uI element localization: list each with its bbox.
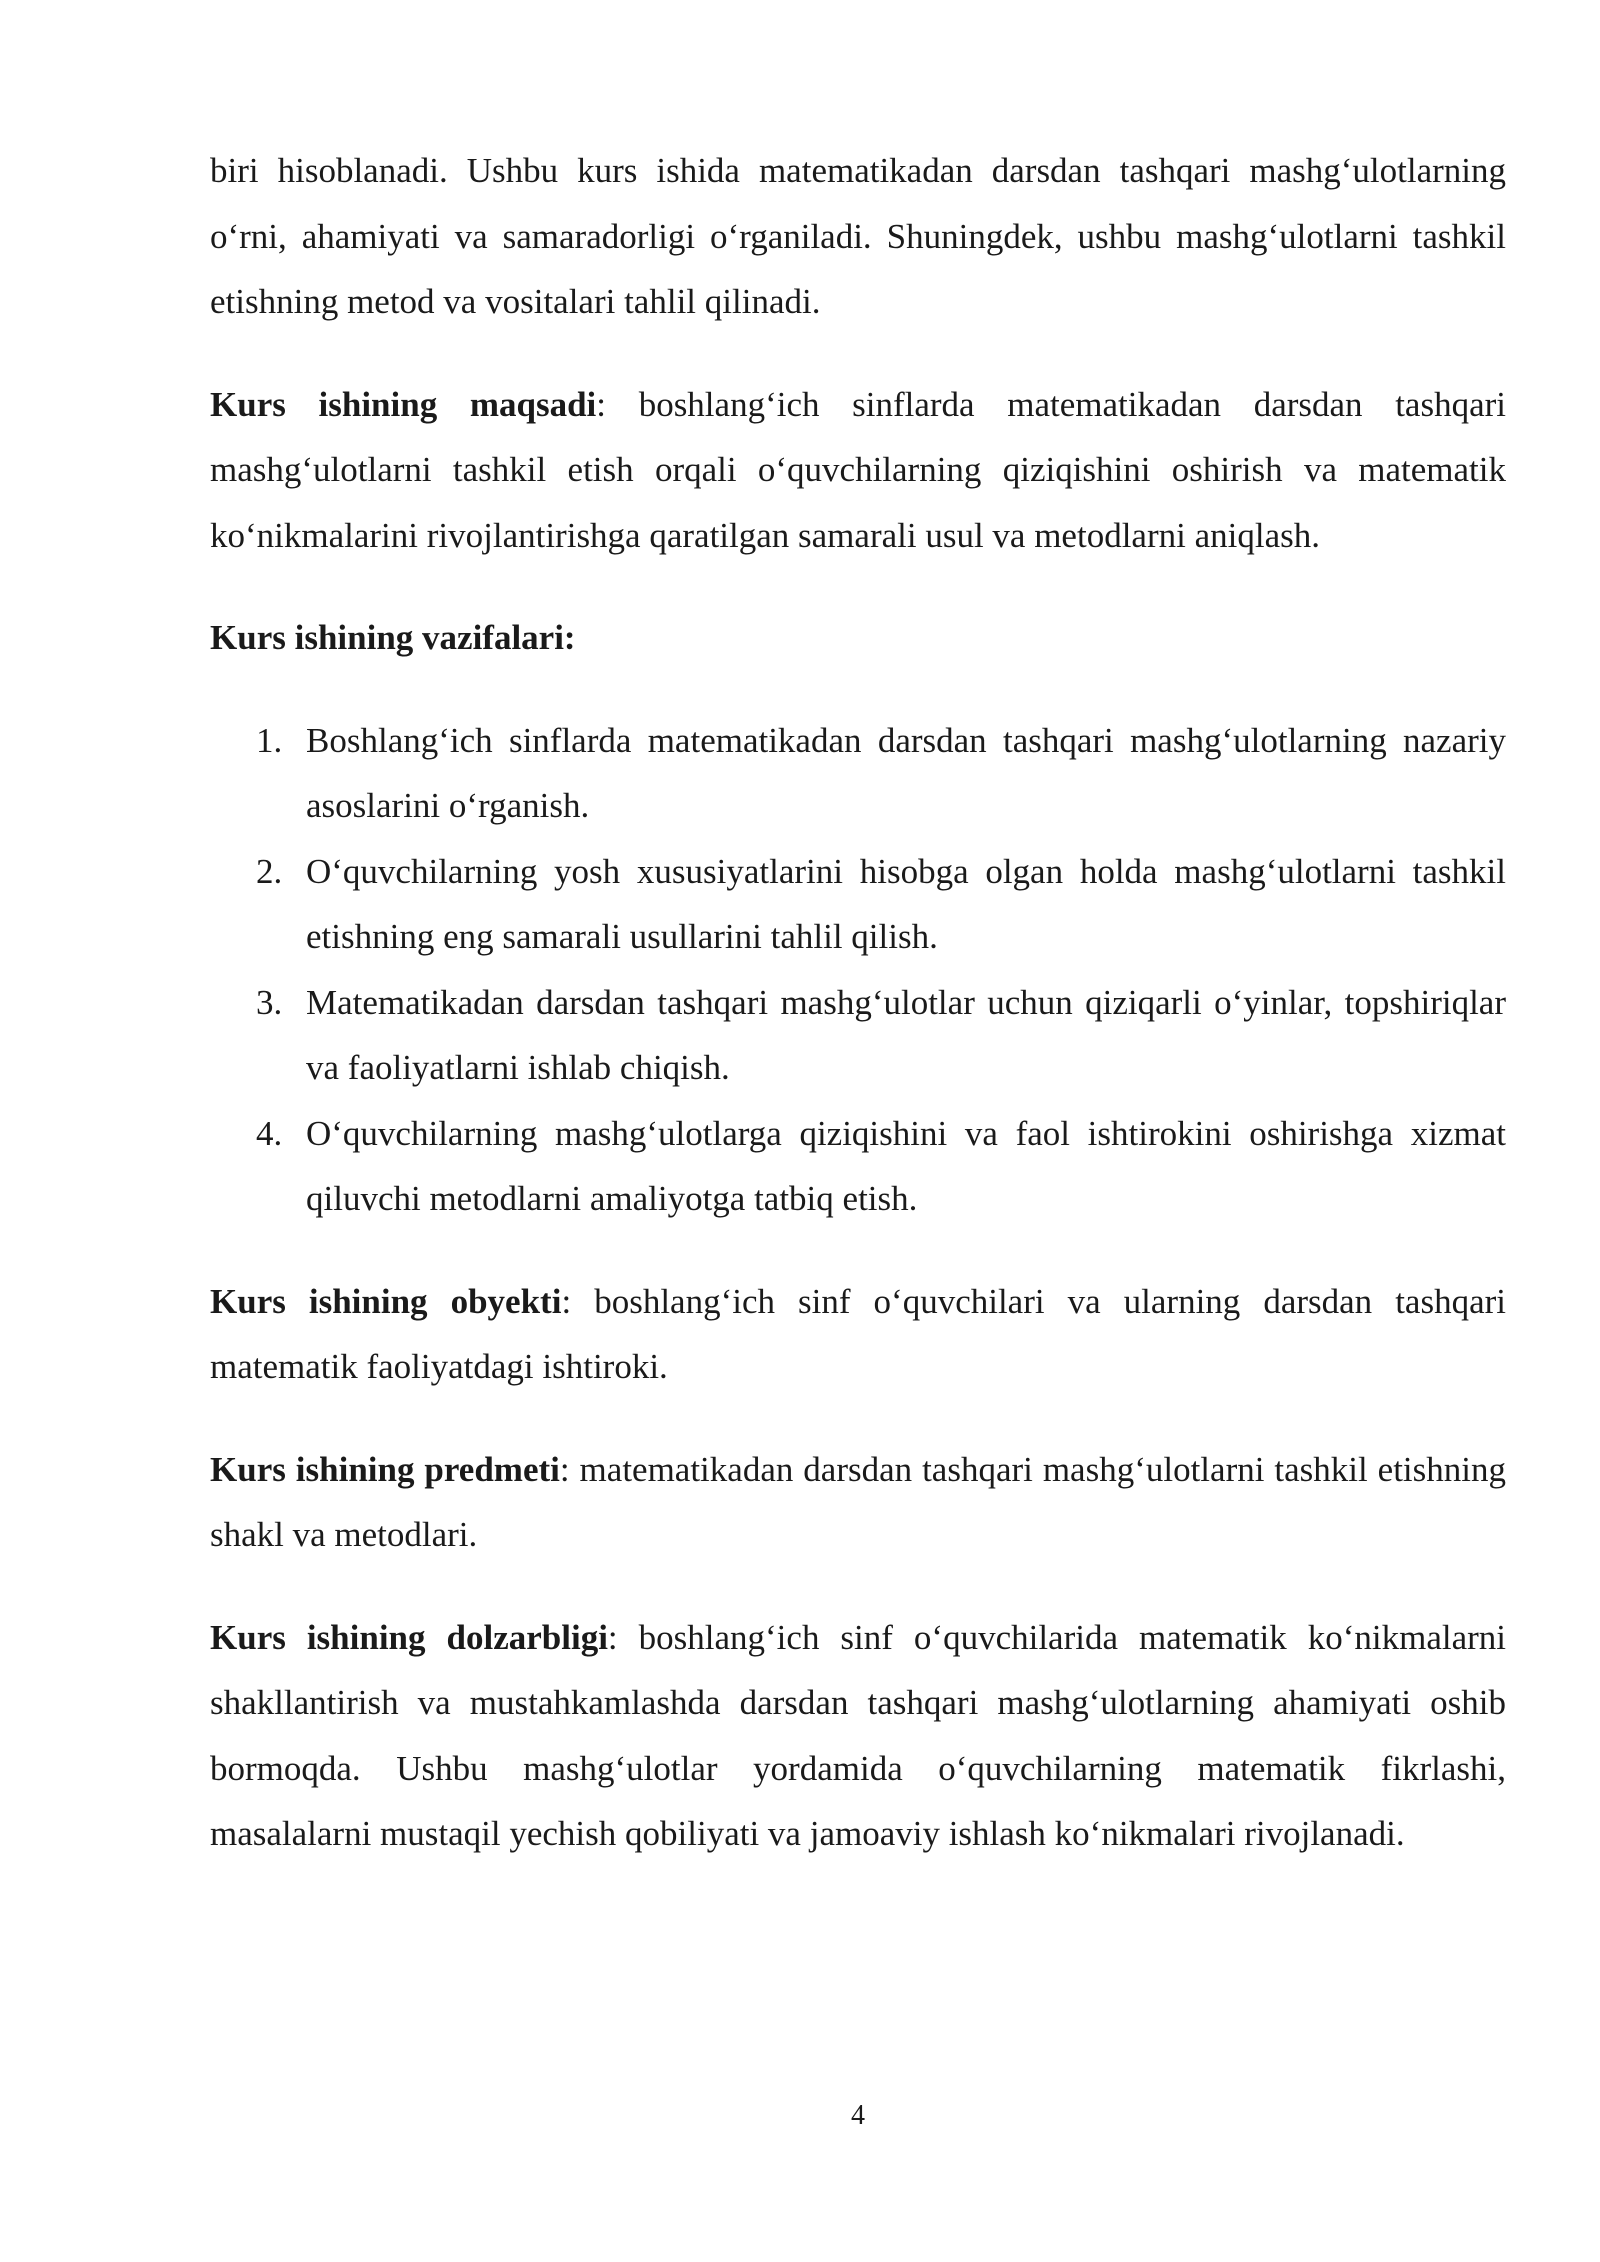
list-item: [256, 1101, 1506, 1232]
object-paragraph: [210, 1269, 1506, 1400]
relevance-label: Kurs ishining dolzarbligi: [210, 1617, 608, 1657]
list-item: [256, 708, 1506, 839]
list-item-number: 2.: [256, 851, 283, 891]
object-text: boshlang‘ich sinf o‘quvchilari va ularning darsdan tashqari matematik faoliyatdagi ishtiroki.: [210, 1281, 1506, 1386]
document-page: [210, 138, 1506, 1867]
relevance-text: boshlang‘ich sinf o‘quvchilarida matematik ko‘nikmalarni shakllantirish va mustahkamlashda darsdan tashqari mashg‘ulotlarning ahamiyati oshib bormoqda. Ushbu mashg‘ulotlar yordamida o‘quvchilarning matematik fikrlashi, masalalarni mustaqil yechish qobiliyati va jamoaviy ishlash ko‘nikmalari rivojlanadi.: [210, 1617, 1506, 1853]
subject-paragraph: [210, 1437, 1506, 1568]
list-item: [256, 970, 1506, 1101]
tasks-heading: Kurs ishining vazifalari:: [210, 618, 576, 657]
list-item: [256, 839, 1506, 970]
subject-separator: :: [559, 1449, 570, 1489]
goal-paragraph: [210, 372, 1506, 569]
goal-separator: :: [596, 384, 607, 424]
goal-text: boshlang‘ich sinflarda matematikadan darsdan tashqari mashg‘ulotlarni tashkil etish orqali o‘quvchilarning qiziqishini oshirish va matematik ko‘nikmalarini rivojlantirishga qaratilgan samarali usul va metodlarni aniqlash.: [210, 384, 1506, 555]
tasks-list: [210, 708, 1506, 1232]
list-item-text: O‘quvchilarning mashg‘ulotlarga qiziqishini va faol ishtirokini oshirishga xizmat qiluvchi metodlarni amaliyotga tatbiq etish.: [306, 1113, 1506, 1218]
list-item-text: Boshlang‘ich sinflarda matematikadan darsdan tashqari mashg‘ulotlarning nazariy asoslarini o‘rganish.: [306, 720, 1506, 825]
relevance-paragraph: [210, 1605, 1506, 1867]
list-item-number: 1.: [256, 720, 283, 760]
intro-paragraph: biri hisoblanadi. Ushbu kurs ishida matematikadan darsdan tashqari mashg‘ulotlarning o‘rni, ahamiyati va samaradorligi o‘rganiladi. Shuningdek, ushbu mashg‘ulotlarni tashkil etishning metod va vositalari tahlil qilinadi.: [210, 151, 1506, 321]
object-separator: :: [561, 1281, 572, 1321]
list-item-number: 3.: [256, 982, 283, 1022]
relevance-separator: :: [607, 1617, 618, 1657]
subject-text: matematikadan darsdan tashqari mashg‘ulotlarni tashkil etishning shakl va metodlari.: [210, 1449, 1506, 1554]
list-item-text: O‘quvchilarning yosh xususiyatlarini hisobga olgan holda mashg‘ulotlarni tashkil etishning eng samarali usullarini tahlil qilish.: [306, 851, 1506, 956]
list-item-number: 4.: [256, 1113, 283, 1153]
subject-label: Kurs ishining predmeti: [210, 1449, 560, 1489]
list-item-text: Matematikadan darsdan tashqari mashg‘ulotlar uchun qiziqarli o‘yinlar, topshiriqlar va faoliyatlarni ishlab chiqish.: [306, 982, 1506, 1087]
page-number: 4: [851, 2100, 865, 2131]
goal-label: Kurs ishining maqsadi: [210, 384, 597, 424]
object-label: Kurs ishining obyekti: [210, 1281, 562, 1321]
